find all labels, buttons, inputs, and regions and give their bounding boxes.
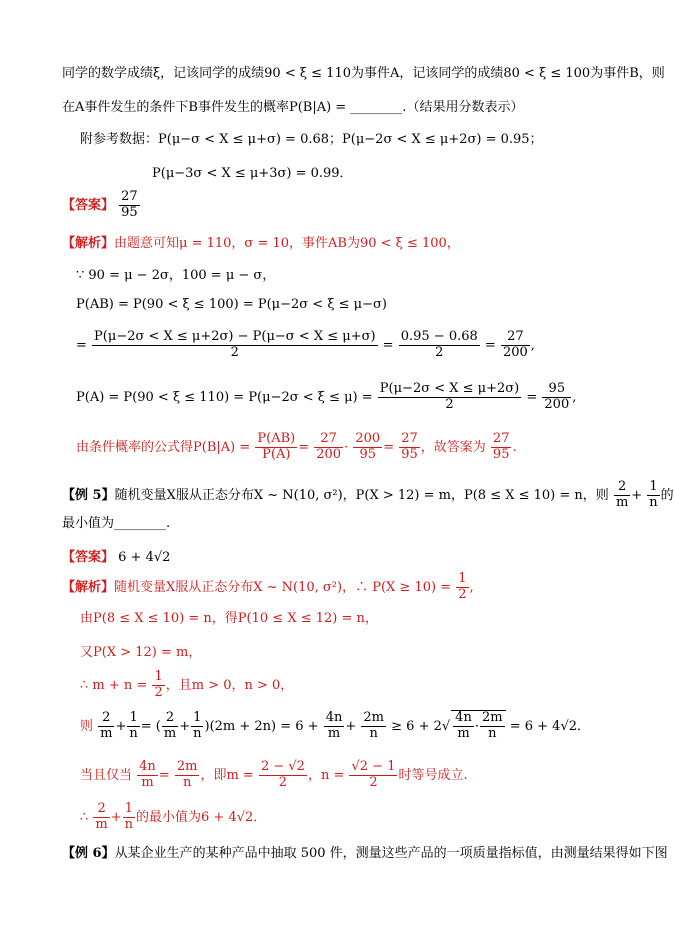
frac-2m-n-b: $\frac{2m}{n}$ — [176, 759, 198, 790]
analysis-line3: P(AB) = P(90 < ξ ≤ 100) = P(μ−2σ < ξ ≤ μ−σ) — [76, 297, 387, 312]
example5-label: 【例 5】 — [62, 487, 115, 503]
frac-27-95: $\frac{27}{95}$ — [401, 431, 418, 462]
example5-line2: 最小值为________. — [62, 516, 171, 531]
analysis-fraction-pa-result: $\frac{95}{200}$ — [544, 381, 570, 412]
frac-1-n-c: $\frac{1}{n}$ — [193, 710, 202, 741]
frac-half-2: $\frac{1}{2}$ — [154, 669, 163, 700]
analysis-line5: P(A) = P(90 < ξ ≤ 110) = P(μ−2σ < ξ ≤ μ) = $\frac{P(\mu-2\sigma < X \le \mu+2\sigma)}{2}$ = $\frac{95}{200}$ , — [76, 381, 577, 412]
example5-analysis-label: 【解析】 — [62, 579, 115, 595]
analysis-line2: ∵ 90 = μ − 2σ，100 = μ − σ， — [76, 268, 276, 283]
analysis-fraction-pa: $\frac{P(\mu-2\sigma < X \le \mu+2\sigma)}{2}$ — [379, 381, 520, 412]
analysis-line6: 由条件概率的公式得P(B|A) = $\frac{P(AB)}{P(A)}$ = $\frac{27}{200}$ · $\frac{200}{95}$ = $\frac{27}{95}$ ，故答案为 $\frac{27}{95}$ . — [76, 431, 517, 462]
frac-2-m-d: $\frac{2}{m}$ — [95, 801, 108, 832]
example5-analysis-line5: 则 $\frac{2}{m}$ + $\frac{1}{n}$ = ( $\frac{2}{m}$ + $\frac{1}{n}$ )(2m + 2n) = 6 + $\frac{4n}{m}$ + $\frac{2m}{n}$ ≥ 6 + 2√ $\frac{4n}{m}$ · $\frac{2m}{n}$ = 6 + 4√2． — [80, 710, 590, 741]
example5-answer — [62, 546, 170, 565]
reference-data-line1 — [80, 128, 543, 147]
reference-data-label: 附参考数据： — [80, 132, 159, 147]
example5-analysis-line3: 又P(X > 12) = m， — [80, 645, 202, 660]
answer-fraction: $\frac{27}{95}$ — [121, 189, 138, 220]
frac-half: $\frac{1}{2}$ — [458, 571, 467, 602]
example6-label: 【例 6】 — [62, 846, 115, 861]
reference-data-line2: P(μ−3σ < X ≤ μ+3σ) = 0.99． — [152, 166, 353, 181]
example5-analysis-line6: 当且仅当 $\frac{4n}{m}$ = $\frac{2m}{n}$ ，即m = $\frac{2 - √2}{2}$ ，n = $\frac{√2 - 1}{2}$ 时等号成立. — [80, 759, 468, 790]
example5-analysis-line2: 由P(8 ≤ X ≤ 10) = n，得P(10 ≤ X ≤ 12) = n， — [80, 611, 378, 626]
frac-pab-pa: $\frac{P(AB)}{P(A)}$ — [257, 431, 296, 462]
analysis-label: 【解析】 — [62, 236, 115, 251]
example5-analysis-line1: 【解析】随机变量X服从正态分布X ~ N(10, σ²)，∴ P(X ≥ 10) = $\frac{1}{2}$ , — [62, 571, 474, 602]
problem-text-line1: 同学的数学成绩ξ，记该同学的成绩90 < ξ ≤ 110为事件A，记该同学的成绩80 < ξ ≤ 100为事件B，则 — [62, 66, 665, 81]
frac-2m-n: $\frac{2m}{n}$ — [363, 710, 384, 741]
analysis-fraction-big: $\frac{P(\mu-2\sigma < X \le \mu+2\sigma) - P(\mu-\sigma < X \le \mu+\sigma)}{2}$ — [94, 329, 376, 360]
example5-answer-value: 6 + 4√2 — [118, 550, 171, 565]
frac-2-m-c: $\frac{2}{m}$ — [163, 710, 177, 741]
frac-27-200: $\frac{27}{200}$ — [316, 431, 342, 462]
sqrt-expression: $\frac{4n}{m}$ · $\frac{2m}{n}$ — [451, 710, 505, 742]
reference-data-values1: P(μ−σ < X ≤ μ+σ) = 0.68；P(μ−2σ < X ≤ μ+2σ) = 0.95； — [158, 132, 543, 147]
frac-m-value: $\frac{2 - √2}{2}$ — [260, 759, 305, 790]
example6-line1: 【例 6】从某企业生产的某种产品中抽取 500 件，测量这些产品的一项质量指标值，由测量结果得如下图 — [62, 846, 668, 861]
frac-final: $\frac{27}{95}$ — [492, 431, 510, 462]
analysis-fraction-result: $\frac{27}{200}$ — [502, 329, 528, 360]
example5-analysis-line7: ∴ $\frac{2}{m}$ + $\frac{1}{n}$ 的最小值为6 + 4√2． — [80, 801, 267, 832]
frac-2-m: $\frac{2}{m}$ — [615, 479, 629, 510]
frac-2-m-b: $\frac{2}{m}$ — [100, 710, 113, 741]
example5-line1: 【例 5】随机变量X服从正态分布X ~ N(10, σ²)，P(X > 12) = m，P(8 ≤ X ≤ 10) = n，则 $\frac{2}{m}$ + $\frac{1}{n}$ 的 — [62, 479, 674, 510]
problem-text-line2: 在A事件发生的条件下B事件发生的概率P(B|A) = ________.（结果用分数表示） — [62, 100, 524, 115]
answer-line — [62, 190, 141, 221]
frac-1-n-d: $\frac{1}{n}$ — [124, 801, 134, 832]
frac-4n-m: $\frac{4n}{m}$ — [325, 710, 343, 741]
frac-n-value: $\frac{√2 - 1}{2}$ — [351, 759, 396, 790]
analysis-line4: = $\frac{P(\mu-2\sigma < X \le \mu+2\sigma) - P(\mu-\sigma < X \le \mu+\sigma)}{2}$ = $\frac{0.95 - 0.68}{2}$ = $\frac{27}{200}$ , — [76, 329, 535, 360]
frac-1-n: $\frac{1}{n}$ — [649, 479, 658, 510]
analysis-fraction-mid: $\frac{0.95 - 0.68}{2}$ — [400, 329, 478, 360]
frac-4n-m-b: $\frac{4n}{m}$ — [139, 759, 156, 790]
frac-200-95: $\frac{200}{95}$ — [355, 431, 381, 462]
example5-answer-label: 【答案】 — [62, 550, 115, 565]
frac-1-n-b: $\frac{1}{n}$ — [129, 710, 138, 741]
answer-label: 【答案】 — [62, 197, 115, 213]
example5-analysis-line4: ∴ m + n = $\frac{1}{2}$ ，且m > 0，n > 0， — [80, 669, 294, 700]
analysis-line1: 【解析】由题意可知μ = 110，σ = 10，事件AB为90 < ξ ≤ 100， — [62, 236, 460, 251]
sqrt-sign-icon: √ — [441, 718, 451, 734]
